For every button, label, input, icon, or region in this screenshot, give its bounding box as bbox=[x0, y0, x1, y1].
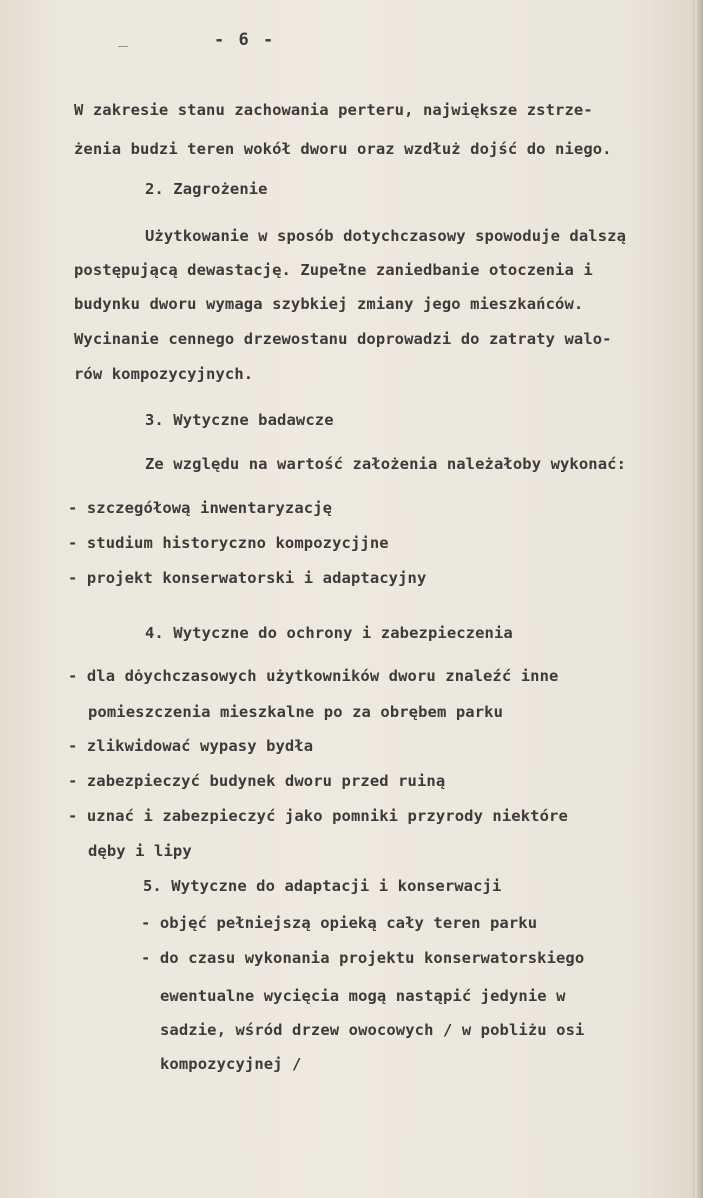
section-5-item-1: - objęć pełniejszą opieką cały teren parku bbox=[141, 914, 538, 932]
section-4-item-2: - zlikwidować wypasy bydła bbox=[68, 737, 314, 755]
section-3-item-2: - studium historyczno kompozycjjne bbox=[68, 534, 389, 552]
section-5-heading: 5. Wytyczne do adaptacji i konserwacji bbox=[143, 877, 502, 895]
stray-mark bbox=[118, 46, 128, 47]
section-5-item-2-line-4: kompozycyjnej / bbox=[160, 1055, 302, 1073]
page-edge-line bbox=[693, 0, 694, 1198]
section-2-line-4: Wycinanie cennego drzewostanu doprowadzi do zatraty walo- bbox=[74, 330, 612, 348]
section-5-item-2-line-3: sadzie, wśród drzew owocowych / w pobliżu osi bbox=[160, 1021, 585, 1039]
section-2-line-1: Użytkowanie w sposób dotychczasowy spowoduje dalszą bbox=[145, 227, 627, 245]
paragraph-1-line-1: W zakresie stanu zachowania perteru, największe zstrze- bbox=[74, 101, 593, 119]
section-4-item-1-line-1: - dla dȯychczasowych użytkowników dworu znaleźć inne bbox=[68, 667, 559, 685]
section-2-line-5: rów kompozycyjnych. bbox=[74, 365, 254, 383]
paragraph-1-line-2: żenia budzi teren wokół dworu oraz wzdłuż dojść do niego. bbox=[74, 140, 612, 158]
section-4-heading: 4. Wytyczne do ochrony i zabezpieczenia bbox=[145, 624, 513, 642]
section-2-line-2: postępującą dewastację. Zupełne zaniedbanie otoczenia i bbox=[74, 261, 593, 279]
section-3-item-1: - szczegółową inwentaryzację bbox=[68, 499, 333, 517]
section-2-line-3: budynku dworu wymaga szybkiej zmiany jego mieszkańców. bbox=[74, 295, 584, 313]
page-number: - 6 - bbox=[214, 30, 276, 50]
section-3-heading: 3. Wytyczne badawcze bbox=[145, 411, 334, 429]
section-4-item-3: - zabezpieczyć budynek dworu przed ruiną bbox=[68, 772, 446, 790]
section-4-item-4-line-2: dęby i lipy bbox=[88, 842, 192, 860]
section-3-item-3: - projekt konserwatorski i adaptacyjny bbox=[68, 569, 427, 587]
section-5-item-2-line-2: ewentualne wycięcia mogą nastąpić jedynie w bbox=[160, 987, 566, 1005]
section-4-item-4-line-1: - uznać i zabezpieczyć jako pomniki przyrody niektóre bbox=[68, 807, 568, 825]
page-edge-shadow bbox=[697, 0, 703, 1198]
section-5-item-2-line-1: - do czasu wykonania projektu konserwatorskiego bbox=[141, 949, 585, 967]
section-4-item-1-line-2: pomieszczenia mieszkalne po za obrębem parku bbox=[88, 703, 503, 721]
section-2-heading: 2. Zagrożenie bbox=[145, 180, 268, 198]
section-3-intro: Ze względu na wartość założenia należałoby wykonać: bbox=[145, 455, 627, 473]
